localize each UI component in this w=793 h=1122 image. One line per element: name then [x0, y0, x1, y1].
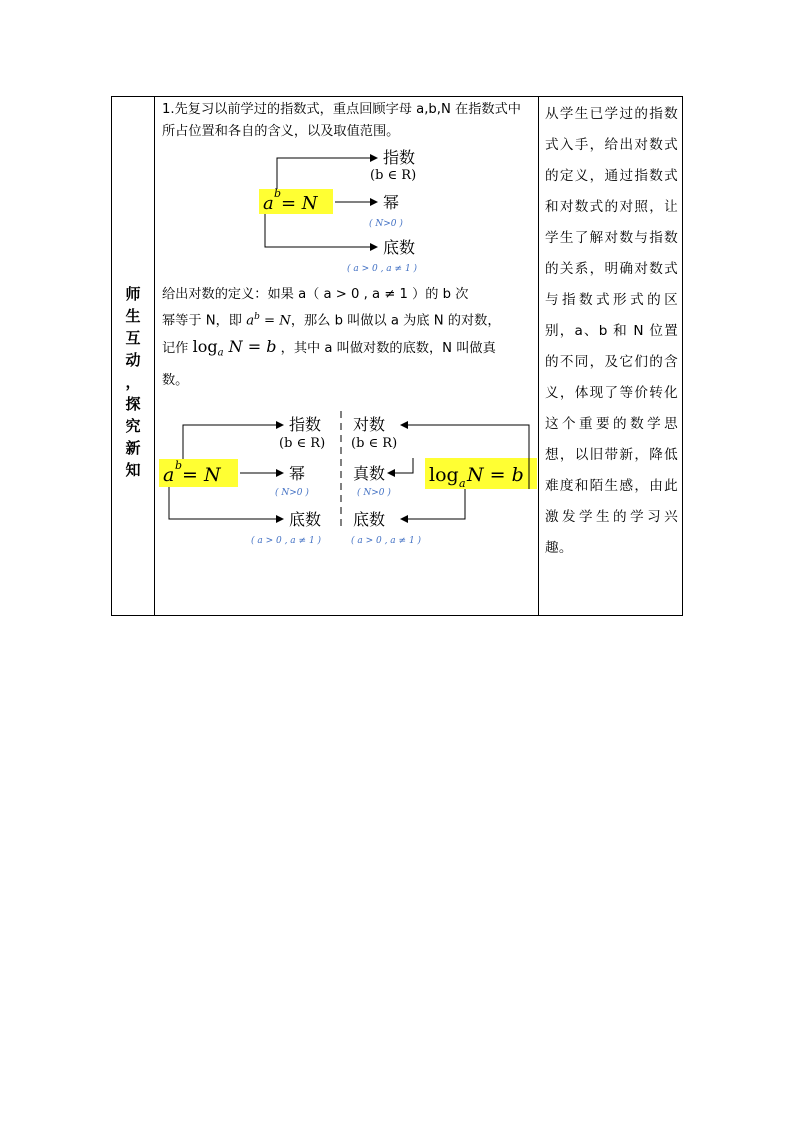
label-power: 幂 [383, 193, 400, 212]
definition-line-1: 给出对数的定义：如果 a（ a > 0 , a ≠ 1 ）的 b 次 [162, 287, 469, 302]
arrow-left-base [169, 487, 283, 519]
comparison-diagram [155, 409, 538, 554]
right-label-base: 底数 [353, 510, 386, 529]
left-range-power: ( N>0 ) [275, 488, 309, 498]
range-power: ( N>0 ) [369, 219, 403, 229]
math-a: a [246, 313, 255, 329]
left-expr-rest: = N [182, 464, 221, 486]
right-label-antilog: 真数 [353, 464, 386, 483]
right-range-antilog: ( N>0 ) [357, 488, 391, 498]
right-expr-rest: N = b [467, 464, 524, 486]
arrow-left-exponent [183, 425, 283, 459]
stage-char: 究 [125, 417, 141, 435]
right-range-log: (b ∈ R) [351, 436, 398, 451]
arrow-right-antilog [388, 458, 413, 473]
label-exponent: 指数 [383, 148, 416, 167]
left-label-exponent: 指数 [289, 415, 322, 434]
stage-char: 动 [125, 351, 141, 369]
definition-text: 记作 [162, 341, 189, 357]
stage-char: 探 [125, 395, 141, 413]
stage-char: 知 [125, 461, 141, 479]
expr-sup: b [274, 187, 282, 200]
exponential-diagram [155, 147, 538, 282]
teaching-content [155, 97, 538, 615]
arrow-right-base [401, 489, 465, 519]
stage-label [112, 283, 154, 481]
column-divider-2 [538, 97, 539, 615]
label-base: 底数 [383, 238, 416, 257]
range-exponent: (b ∈ R) [370, 168, 417, 183]
right-expr-sub: a [459, 477, 466, 490]
definition-line-2 [162, 306, 534, 332]
design-intent: 从学生已学过的指数式入手，给出对数式的定义，通过指数式和对数式的对照，让学生了解对数与指数的关系，明确对数式与指数式形式的区别，a、b 和 N 位置的不同，及它们的含义，体现了等价转化这个重要的数学思想，以旧带新，降低难度和陌生感，由此激发学生的学习兴趣。 [545, 106, 678, 556]
arrow-base [265, 214, 377, 247]
stage-char: ， [125, 373, 141, 391]
math-log: log [192, 337, 218, 357]
expr-rest: = N [281, 193, 318, 214]
definition-paragraph [162, 283, 534, 392]
right-range-base: ( a > 0 , a ≠ 1 ) [351, 536, 422, 546]
definition-text: 幂等于 N，即 [162, 313, 242, 329]
left-range-exponent: (b ∈ R) [279, 436, 326, 451]
stage-char: 生 [125, 307, 141, 325]
definition-line-3 [162, 332, 534, 369]
range-base: ( a > 0 , a ≠ 1 ) [347, 264, 418, 274]
left-label-power: 幂 [289, 464, 306, 483]
stage-char: 互 [125, 329, 141, 347]
definition-text: ，那么 b 叫做以 a 为底 N 的对数， [290, 313, 501, 329]
definition-text: ，其中 a 叫做对数的底数，N 叫做真 [280, 341, 496, 357]
math-rest: = N [259, 313, 291, 329]
left-range-base: ( a > 0 , a ≠ 1 ) [251, 536, 322, 546]
math-sub: a [217, 348, 224, 360]
right-label-log: 对数 [353, 415, 386, 434]
stage-char: 师 [125, 285, 141, 303]
left-expr-sup: b [175, 459, 183, 472]
review-paragraph: 1.先复习以前学过的指数式，重点回顾字母 a,b,N 在指数式中所占位置和各自的含义，以及取值范围。 [162, 102, 521, 139]
math-sup: b [254, 312, 260, 322]
left-expr-base: a [163, 464, 175, 486]
left-label-base: 底数 [289, 510, 322, 529]
arrow-exponent [277, 158, 377, 189]
lesson-table [111, 96, 683, 616]
expr-base: a [263, 193, 274, 214]
stage-char: 新 [125, 439, 141, 457]
right-expr-log: log [429, 464, 459, 486]
definition-line-4: 数。 [162, 373, 189, 389]
math-rest: N = b [223, 337, 277, 357]
